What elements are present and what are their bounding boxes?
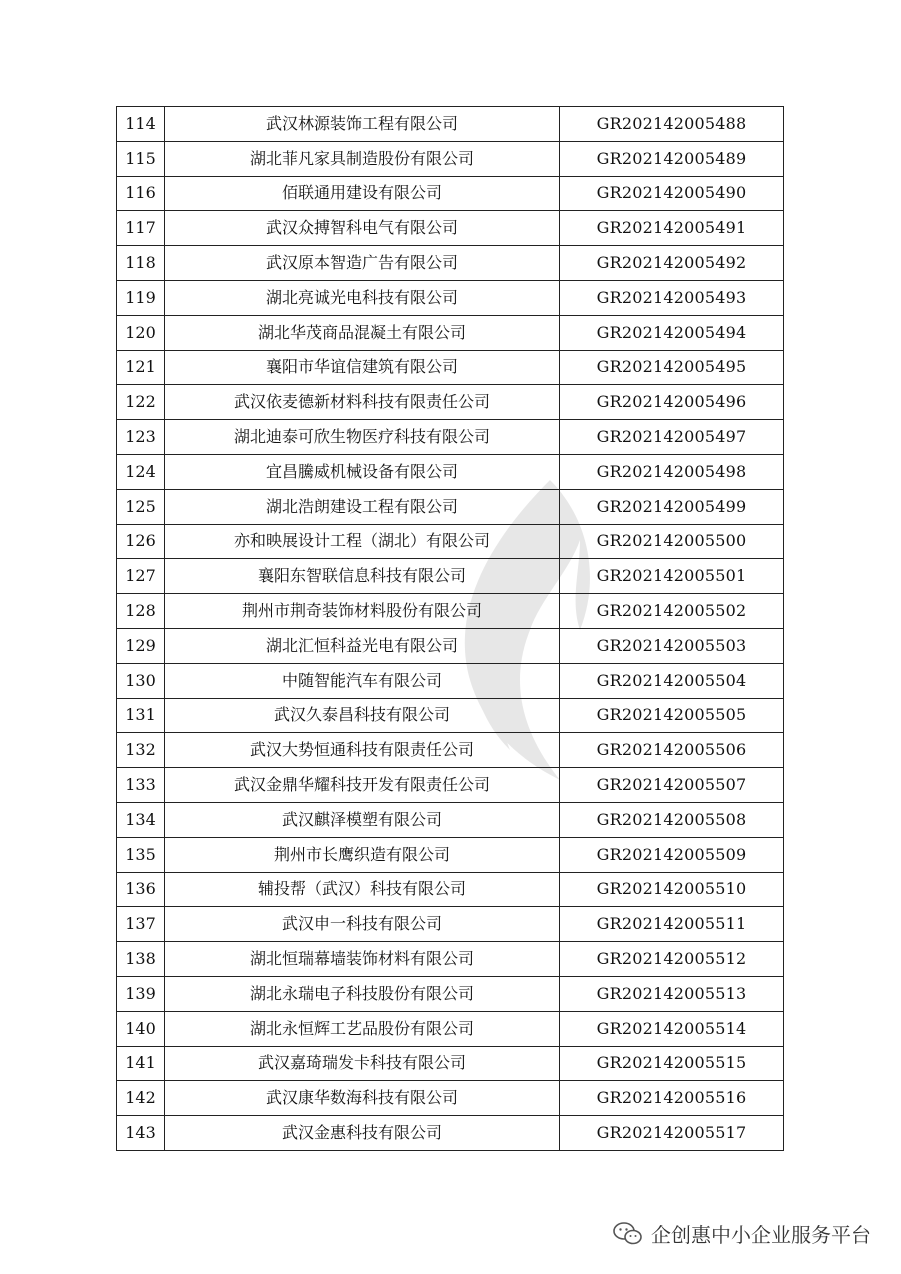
table-row [117, 559, 784, 594]
company-name: 亦和映展设计工程（湖北）有限公司 [165, 524, 560, 559]
table-row [117, 872, 784, 907]
certificate-number: GR202142005488 [560, 107, 784, 142]
table-row [117, 907, 784, 942]
table-row [117, 1046, 784, 1081]
company-name: 湖北浩朗建设工程有限公司 [165, 489, 560, 524]
certificate-number: GR202142005489 [560, 141, 784, 176]
footer-source [613, 1219, 871, 1248]
row-number: 122 [117, 385, 165, 420]
row-number: 140 [117, 1011, 165, 1046]
table-row [117, 107, 784, 142]
table-row [117, 628, 784, 663]
row-number: 125 [117, 489, 165, 524]
row-number: 130 [117, 663, 165, 698]
row-number: 118 [117, 246, 165, 281]
table-row [117, 768, 784, 803]
row-number: 136 [117, 872, 165, 907]
company-name: 荆州市荆奇装饰材料股份有限公司 [165, 594, 560, 629]
row-number: 141 [117, 1046, 165, 1081]
table-row [117, 454, 784, 489]
company-name: 武汉金鼎华耀科技开发有限责任公司 [165, 768, 560, 803]
table-row [117, 141, 784, 176]
certificate-number: GR202142005500 [560, 524, 784, 559]
company-name: 湖北菲凡家具制造股份有限公司 [165, 141, 560, 176]
table-row [117, 489, 784, 524]
certificate-number: GR202142005499 [560, 489, 784, 524]
table-row [117, 698, 784, 733]
certificate-number: GR202142005511 [560, 907, 784, 942]
row-number: 120 [117, 315, 165, 350]
company-name: 佰联通用建设有限公司 [165, 176, 560, 211]
row-number: 129 [117, 628, 165, 663]
company-name: 湖北华茂商品混凝土有限公司 [165, 315, 560, 350]
company-name: 中随智能汽车有限公司 [165, 663, 560, 698]
certificate-number: GR202142005498 [560, 454, 784, 489]
company-name: 辅投帮（武汉）科技有限公司 [165, 872, 560, 907]
row-number: 139 [117, 976, 165, 1011]
row-number: 119 [117, 280, 165, 315]
row-number: 123 [117, 420, 165, 455]
company-name: 宜昌騰威机械设备有限公司 [165, 454, 560, 489]
certificate-number: GR202142005490 [560, 176, 784, 211]
certificate-number: GR202142005502 [560, 594, 784, 629]
row-number: 138 [117, 942, 165, 977]
certificate-number: GR202142005505 [560, 698, 784, 733]
certificate-number: GR202142005516 [560, 1081, 784, 1116]
row-number: 117 [117, 211, 165, 246]
table-row [117, 733, 784, 768]
certificate-number: GR202142005517 [560, 1116, 784, 1151]
certificate-number: GR202142005503 [560, 628, 784, 663]
table-row [117, 385, 784, 420]
company-name: 武汉众搏智科电气有限公司 [165, 211, 560, 246]
table-row [117, 420, 784, 455]
certificate-number: GR202142005494 [560, 315, 784, 350]
row-number: 134 [117, 802, 165, 837]
row-number: 137 [117, 907, 165, 942]
table-row [117, 976, 784, 1011]
table-row [117, 246, 784, 281]
table-row [117, 350, 784, 385]
certificate-number: GR202142005512 [560, 942, 784, 977]
row-number: 142 [117, 1081, 165, 1116]
certificate-number: GR202142005513 [560, 976, 784, 1011]
company-name: 武汉申一科技有限公司 [165, 907, 560, 942]
certificate-number: GR202142005491 [560, 211, 784, 246]
company-name: 湖北迪泰可欣生物医疗科技有限公司 [165, 420, 560, 455]
certificate-number: GR202142005509 [560, 837, 784, 872]
table-row [117, 1081, 784, 1116]
row-number: 135 [117, 837, 165, 872]
company-name: 武汉康华数海科技有限公司 [165, 1081, 560, 1116]
row-number: 124 [117, 454, 165, 489]
table-row [117, 280, 784, 315]
certificate-number: GR202142005492 [560, 246, 784, 281]
table-row [117, 1116, 784, 1151]
company-name: 湖北亮诚光电科技有限公司 [165, 280, 560, 315]
company-name: 武汉嘉琦瑞发卡科技有限公司 [165, 1046, 560, 1081]
table-row [117, 1011, 784, 1046]
company-name: 武汉依麦德新材料科技有限责任公司 [165, 385, 560, 420]
table-row [117, 315, 784, 350]
table-row [117, 837, 784, 872]
company-name: 襄阳东智联信息科技有限公司 [165, 559, 560, 594]
certificate-number: GR202142005504 [560, 663, 784, 698]
certificate-number: GR202142005508 [560, 802, 784, 837]
company-name: 襄阳市华谊信建筑有限公司 [165, 350, 560, 385]
certificate-number: GR202142005506 [560, 733, 784, 768]
row-number: 121 [117, 350, 165, 385]
company-name: 湖北永瑞电子科技股份有限公司 [165, 976, 560, 1011]
company-name: 武汉麒泽模塑有限公司 [165, 802, 560, 837]
table-row [117, 176, 784, 211]
certificate-number: GR202142005493 [560, 280, 784, 315]
table-row [117, 802, 784, 837]
row-number: 127 [117, 559, 165, 594]
table-row [117, 211, 784, 246]
company-table [116, 106, 784, 1151]
table-row [117, 594, 784, 629]
company-name: 湖北永恒辉工艺品股份有限公司 [165, 1011, 560, 1046]
certificate-number: GR202142005510 [560, 872, 784, 907]
table-row [117, 942, 784, 977]
company-name: 湖北汇恒科益光电有限公司 [165, 628, 560, 663]
row-number: 115 [117, 141, 165, 176]
certificate-number: GR202142005495 [560, 350, 784, 385]
table-row [117, 663, 784, 698]
certificate-number: GR202142005514 [560, 1011, 784, 1046]
footer-source-text: 企创惠中小企业服务平台 [651, 1223, 871, 1247]
certificate-number: GR202142005515 [560, 1046, 784, 1081]
row-number: 116 [117, 176, 165, 211]
row-number: 131 [117, 698, 165, 733]
row-number: 133 [117, 768, 165, 803]
certificate-number: GR202142005496 [560, 385, 784, 420]
certificate-number: GR202142005497 [560, 420, 784, 455]
company-name: 武汉久泰昌科技有限公司 [165, 698, 560, 733]
table-row [117, 524, 784, 559]
company-name: 武汉原本智造广告有限公司 [165, 246, 560, 281]
company-name: 武汉大势恒通科技有限责任公司 [165, 733, 560, 768]
certificate-number: GR202142005501 [560, 559, 784, 594]
row-number: 128 [117, 594, 165, 629]
row-number: 143 [117, 1116, 165, 1151]
row-number: 114 [117, 107, 165, 142]
row-number: 132 [117, 733, 165, 768]
company-name: 湖北恒瑞幕墙装饰材料有限公司 [165, 942, 560, 977]
certificate-number: GR202142005507 [560, 768, 784, 803]
company-name: 武汉林源装饰工程有限公司 [165, 107, 560, 142]
company-name: 荆州市长鹰织造有限公司 [165, 837, 560, 872]
company-name: 武汉金惠科技有限公司 [165, 1116, 560, 1151]
wechat-icon [613, 1221, 643, 1247]
row-number: 126 [117, 524, 165, 559]
